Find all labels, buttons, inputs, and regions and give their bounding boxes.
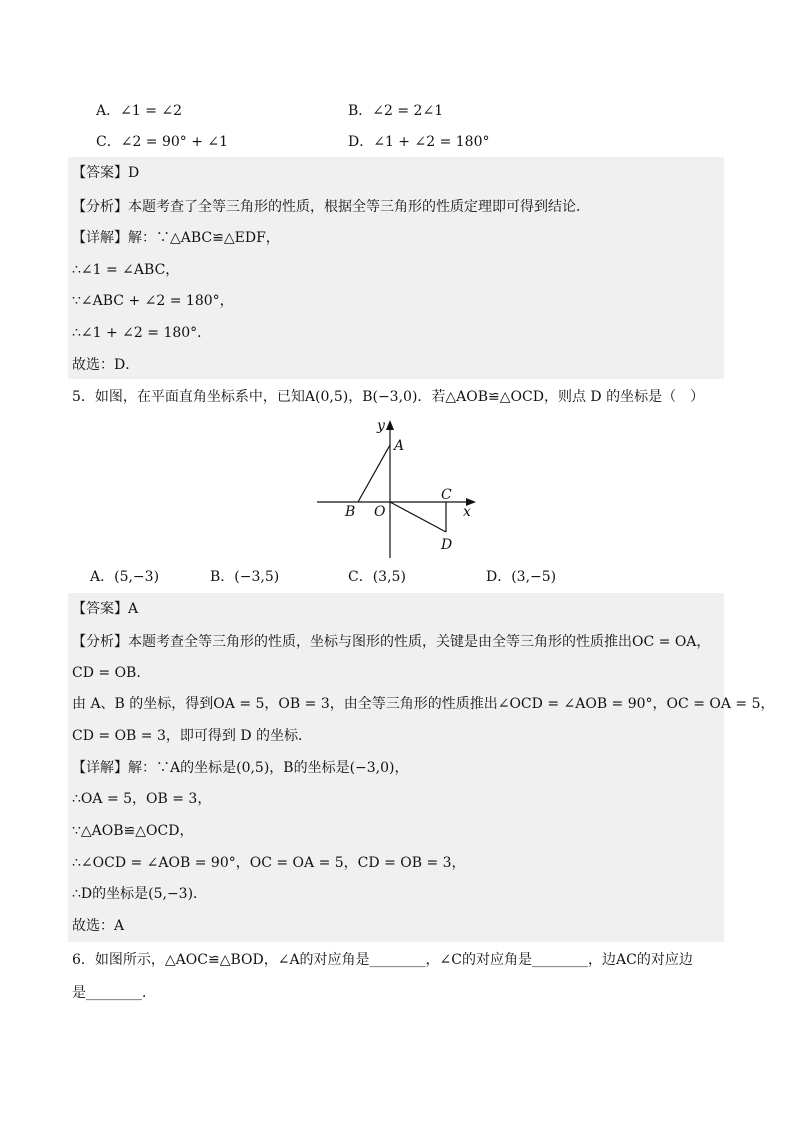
label-o: O — [374, 504, 386, 520]
label-c: C — [441, 487, 452, 503]
y-axis-arrow-icon — [386, 420, 394, 430]
q5-reasoning-line: 由 A、B 的坐标，得到OA = 5，OB = 3，由全等三角形的性质推出∠OCD = ∠AOB = 90°，OC = OA = 5， — [72, 696, 775, 712]
q4-detail-line: 【详解】解：∵△ABC≌△EDF， — [72, 230, 280, 246]
q5-option-a: A．(5,−3) — [90, 569, 160, 585]
q4-option-c: C．∠2 = 90° + ∠1 — [96, 134, 229, 150]
q4-option-b: B．∠2 = 2∠1 — [348, 103, 444, 119]
q5-detail-line: 故选：A — [72, 918, 125, 934]
q5-option-b: B．(−3,5) — [210, 569, 280, 585]
label-b: B — [345, 504, 356, 520]
q6-question-line1: 6．如图所示，△AOC≌△BOD，∠A的对应角是________，∠C的对应角是________，边AC的对应边 — [72, 952, 693, 968]
q5-reasoning-line: CD = OB = 3，即可得到 D 的坐标． — [72, 728, 312, 744]
q4-analysis: 【分析】本题考查了全等三角形的性质，根据全等三角形的性质定理即可得到结论． — [72, 199, 590, 215]
q5-detail-line: ∴∠OCD = ∠AOB = 90°，OC = OA = 5，CD = OB = 3， — [72, 855, 466, 871]
q6-question-line2: 是________． — [72, 985, 156, 1001]
q5-detail-line: ∵△AOB≌△OCD， — [72, 823, 194, 839]
label-y: y — [377, 418, 385, 434]
q5-detail-line: ∴OA = 5，OB = 3， — [72, 791, 212, 807]
q4-option-d: D．∠1 + ∠2 = 180° — [348, 134, 490, 150]
q4-detail-line: 故选：D． — [72, 357, 140, 373]
label-x: x — [463, 504, 471, 520]
segment-od — [390, 502, 446, 532]
q4-detail-line: ∴∠1 + ∠2 = 180°． — [72, 325, 212, 341]
q4-detail-line: ∴∠1 = ∠ABC， — [72, 262, 180, 278]
q5-question: 5．如图，在平面直角坐标系中，已知A(0,5)，B(−3,0)．若△AOB≌△OCD，则点 D 的坐标是（ ） — [72, 389, 705, 405]
label-a: A — [394, 438, 405, 454]
q4-detail-line: ∵∠ABC + ∠2 = 180°， — [72, 293, 234, 309]
q4-option-a: A．∠1 = ∠2 — [96, 103, 183, 119]
segment-ab — [358, 445, 390, 502]
q5-detail-line: ∴D的坐标是(5,−3)． — [72, 886, 208, 902]
q5-option-c: C．(3,5) — [348, 569, 406, 585]
q4-answer: 【答案】D — [72, 165, 140, 181]
q5-analysis-line: CD = OB. — [72, 665, 141, 681]
q5-answer: 【答案】A — [72, 601, 139, 617]
q5-detail-line: 【详解】解：∵A的坐标是(0,5)，B的坐标是(−3,0)， — [72, 760, 409, 776]
label-d: D — [441, 537, 453, 553]
q5-option-d: D．(3,−5) — [486, 569, 557, 585]
q5-coordinate-figure — [300, 412, 500, 562]
q5-analysis-line: 【分析】本题考查全等三角形的性质，坐标与图形的性质，关键是由全等三角形的性质推出OC = OA， — [72, 634, 711, 650]
